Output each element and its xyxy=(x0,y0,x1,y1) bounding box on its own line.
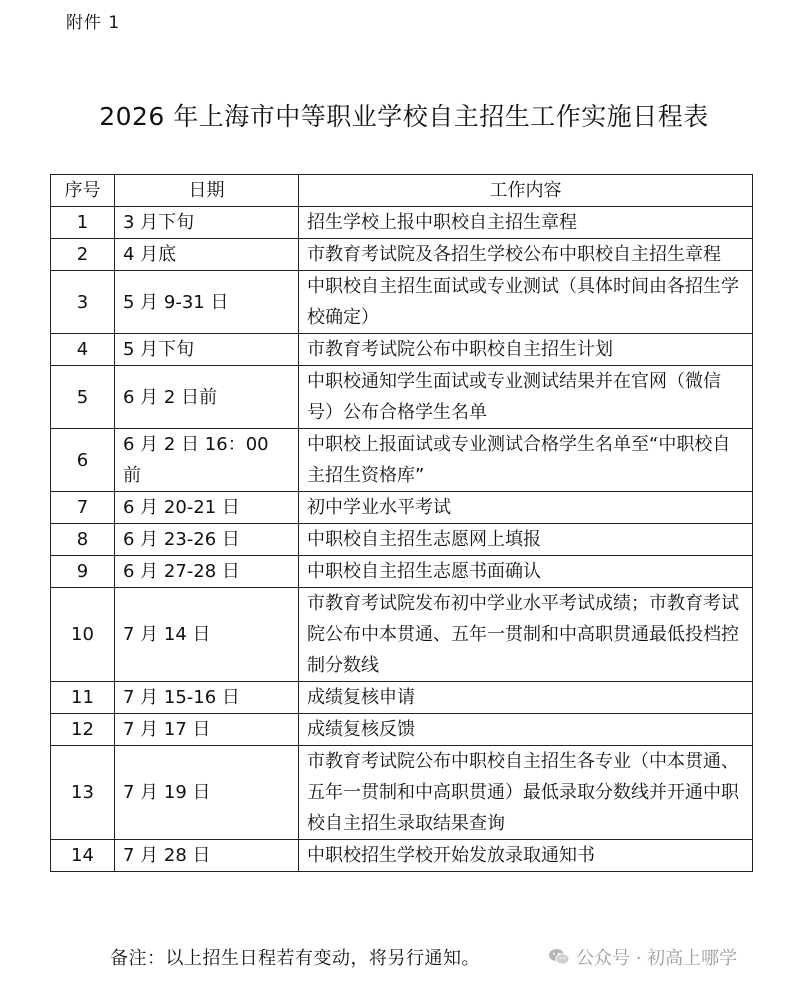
table-row xyxy=(51,746,753,840)
header-row xyxy=(51,175,753,207)
cell-no: 8 xyxy=(51,524,115,556)
cell-no: 4 xyxy=(51,334,115,366)
cell-no: 10 xyxy=(51,588,115,682)
table-row xyxy=(51,271,753,334)
watermark xyxy=(548,944,737,970)
cell-date: 5 月下旬 xyxy=(115,334,299,366)
table-header xyxy=(51,175,753,207)
cell-work: 中职校自主招生志愿书面确认 xyxy=(299,556,753,588)
cell-no: 3 xyxy=(51,271,115,334)
cell-work: 中职校自主招生面试或专业测试（具体时间由各招生学校确定） xyxy=(299,271,753,334)
table-body xyxy=(51,207,753,872)
cell-date: 7 月 28 日 xyxy=(115,840,299,872)
table-row xyxy=(51,239,753,271)
cell-no: 2 xyxy=(51,239,115,271)
cell-no: 1 xyxy=(51,207,115,239)
footnote: 备注：以上招生日程若有变动，将另行通知。 xyxy=(110,948,480,969)
cell-date: 3 月下旬 xyxy=(115,207,299,239)
table-row xyxy=(51,492,753,524)
table-row xyxy=(51,682,753,714)
table-row xyxy=(51,714,753,746)
table-row xyxy=(51,840,753,872)
header-work: 工作内容 xyxy=(299,175,753,207)
cell-work: 初中学业水平考试 xyxy=(299,492,753,524)
cell-no: 13 xyxy=(51,746,115,840)
table-row xyxy=(51,588,753,682)
wechat-icon xyxy=(548,948,570,966)
cell-date: 6 月 2 日前 xyxy=(115,366,299,429)
table-row xyxy=(51,556,753,588)
cell-work: 成绩复核申请 xyxy=(299,682,753,714)
cell-date: 6 月 23-26 日 xyxy=(115,524,299,556)
cell-work: 中职校上报面试或专业测试合格学生名单至“中职校自主招生资格库” xyxy=(299,429,753,492)
cell-date: 6 月 20-21 日 xyxy=(115,492,299,524)
cell-work: 市教育考试院发布初中学业水平考试成绩；市教育考试院公布中本贯通、五年一贯制和中高职贯通最低投档控制分数线 xyxy=(299,588,753,682)
cell-work: 市教育考试院公布中职校自主招生计划 xyxy=(299,334,753,366)
cell-date: 7 月 14 日 xyxy=(115,588,299,682)
cell-work: 市教育考试院及各招生学校公布中职校自主招生章程 xyxy=(299,239,753,271)
table-row xyxy=(51,524,753,556)
schedule-table xyxy=(50,174,753,872)
cell-work: 市教育考试院公布中职校自主招生各专业（中本贯通、五年一贯制和中高职贯通）最低录取分数线并开通中职校自主招生录取结果查询 xyxy=(299,746,753,840)
table-row xyxy=(51,207,753,239)
cell-work: 招生学校上报中职校自主招生章程 xyxy=(299,207,753,239)
header-date: 日期 xyxy=(115,175,299,207)
cell-no: 5 xyxy=(51,366,115,429)
cell-date: 7 月 17 日 xyxy=(115,714,299,746)
cell-date: 7 月 19 日 xyxy=(115,746,299,840)
cell-work: 中职校招生学校开始发放录取通知书 xyxy=(299,840,753,872)
cell-date: 4 月底 xyxy=(115,239,299,271)
cell-work: 成绩复核反馈 xyxy=(299,714,753,746)
table-row xyxy=(51,366,753,429)
cell-date: 6 月 27-28 日 xyxy=(115,556,299,588)
cell-no: 7 xyxy=(51,492,115,524)
attachment-label: 附件 1 xyxy=(66,13,121,33)
page-title: 2026 年上海市中等职业学校自主招生工作实施日程表 xyxy=(99,102,709,131)
cell-date: 6 月 2 日 16：00 前 xyxy=(115,429,299,492)
cell-no: 11 xyxy=(51,682,115,714)
cell-no: 6 xyxy=(51,429,115,492)
cell-work: 中职校通知学生面试或专业测试结果并在官网（微信号）公布合格学生名单 xyxy=(299,366,753,429)
cell-work: 中职校自主招生志愿网上填报 xyxy=(299,524,753,556)
cell-no: 9 xyxy=(51,556,115,588)
cell-no: 12 xyxy=(51,714,115,746)
cell-date: 5 月 9-31 日 xyxy=(115,271,299,334)
header-no: 序号 xyxy=(51,175,115,207)
table-row xyxy=(51,429,753,492)
cell-no: 14 xyxy=(51,840,115,872)
watermark-text: 公众号 · 初高上哪学 xyxy=(576,948,738,969)
table-row xyxy=(51,334,753,366)
cell-date: 7 月 15-16 日 xyxy=(115,682,299,714)
